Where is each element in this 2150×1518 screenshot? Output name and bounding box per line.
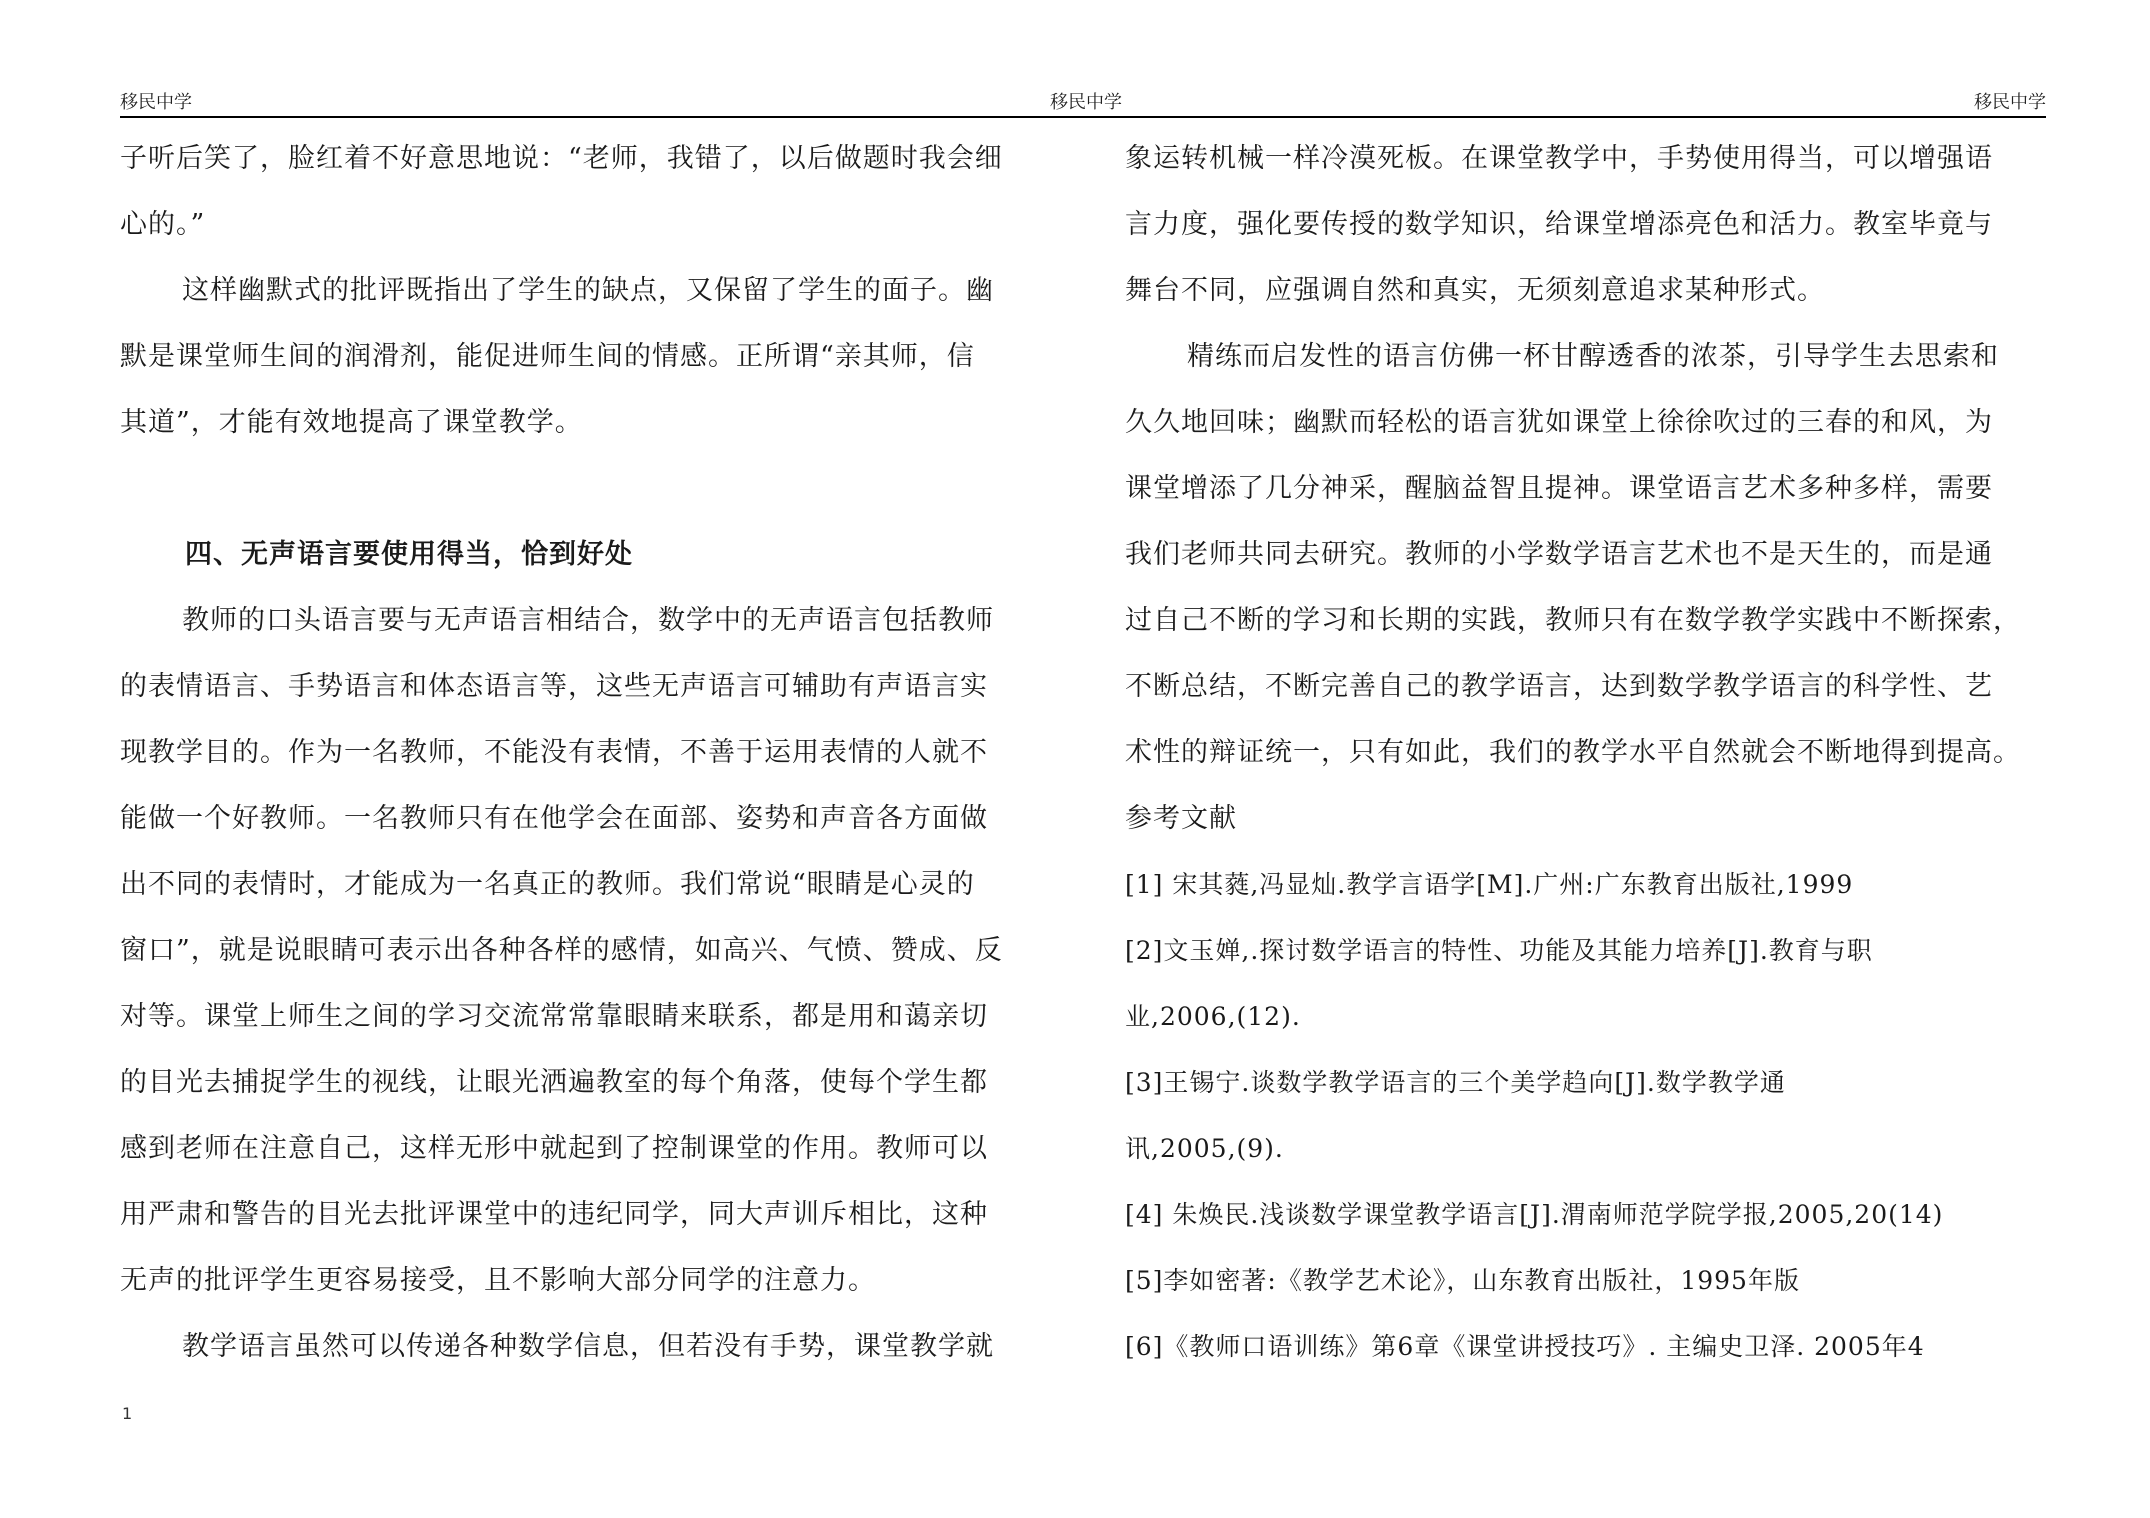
right-column	[1125, 126, 2067, 1380]
header-left-text: 移民中学	[120, 92, 192, 113]
paragraph-gap	[120, 456, 1040, 522]
text-line: 我们老师共同去研究。教师的小学数学语言艺术也不是天生的，而是通	[1125, 539, 1993, 570]
reference-item: [1] 宋其蕤,冯显灿.教学言语学[M].广州:广东教育出版社,1999	[1125, 870, 1854, 899]
text-line: 默是课堂师生间的润滑剂，能促进师生间的情感。正所谓“亲其师，信	[120, 341, 975, 372]
text-line: 教学语言虽然可以传递各种数学信息，但若没有手势，课堂教学就	[182, 1331, 994, 1362]
text-line: 出不同的表情时，才能成为一名真正的教师。我们常说“眼睛是心灵的	[120, 869, 975, 900]
text-line: 象运转机械一样冷漠死板。在课堂教学中，手势使用得当，可以增强语	[1125, 143, 1993, 174]
text-line: 的目光去捕捉学生的视线，让眼光洒遍教室的每个角落，使每个学生都	[120, 1067, 988, 1098]
text-line: 的表情语言、手势语言和体态语言等，这些无声语言可辅助有声语言实	[120, 671, 988, 702]
text-line: 精练而启发性的语言仿佛一杯甘醇透香的浓茶，引导学生去思索和	[1187, 341, 1999, 372]
references-title: 参考文献	[1125, 803, 1237, 834]
text-line: 舞台不同，应强调自然和真实，无须刻意追求某种形式。	[1125, 275, 1825, 306]
text-line: 久久地回味；幽默而轻松的语言犹如课堂上徐徐吹过的三春的和风，为	[1125, 407, 1993, 438]
reference-item: [2]文玉婵,.探讨数学语言的特性、功能及其能力培养[J].教育与职	[1125, 936, 1873, 965]
reference-item: [5]李如密著:《教学艺术论》，山东教育出版社，1995年版	[1125, 1266, 1800, 1295]
header-right-text: 移民中学	[1974, 92, 2046, 113]
reference-item: 业,2006,(12).	[1125, 1002, 1301, 1031]
text-line: 不断总结，不断完善自己的教学语言，达到数学教学语言的科学性、艺	[1125, 671, 1993, 702]
left-column	[120, 126, 1040, 1380]
text-line: 子听后笑了，脸红着不好意思地说：“老师，我错了，以后做题时我会细	[120, 143, 1003, 174]
text-line: 教师的口头语言要与无声语言相结合，数学中的无声语言包括教师	[182, 605, 994, 636]
section-heading: 四、无声语言要使用得当，恰到好处	[185, 539, 633, 570]
text-line: 能做一个好教师。一名教师只有在他学会在面部、姿势和声音各方面做	[120, 803, 988, 834]
text-line: 言力度，强化要传授的数学知识，给课堂增添亮色和活力。教室毕竟与	[1125, 209, 1993, 240]
text-line: 窗口”，就是说眼睛可表示出各种各样的感情，如高兴、气愤、赞成、反	[120, 935, 1003, 966]
text-line: 其道”，才能有效地提高了课堂教学。	[120, 407, 583, 438]
text-line: 用严肃和警告的目光去批评课堂中的违纪同学，同大声训斥相比，这种	[120, 1199, 988, 1230]
text-line: 对等。课堂上师生之间的学习交流常常靠眼睛来联系，都是用和蔼亲切	[120, 1001, 988, 1032]
reference-item: [6]《教师口语训练》第6章《课堂讲授技巧》. 主编史卫泽. 2005年4	[1125, 1332, 1925, 1361]
reference-item: 讯,2005,(9).	[1125, 1134, 1284, 1163]
text-line: 现教学目的。作为一名教师，不能没有表情，不善于运用表情的人就不	[120, 737, 988, 768]
header-center-text: 移民中学	[1050, 92, 1122, 113]
page-number: 1	[122, 1404, 133, 1423]
text-line: 心的。”	[120, 209, 206, 240]
text-line: 这样幽默式的批评既指出了学生的缺点，又保留了学生的面子。幽	[182, 275, 994, 306]
page-header	[120, 88, 2046, 118]
reference-item: [4] 朱焕民.浅谈数学课堂教学语言[J].渭南师范学院学报,2005,20(14)	[1125, 1200, 1944, 1229]
text-line: 过自己不断的学习和长期的实践，教师只有在数学教学实践中不断探索，	[1125, 605, 2021, 636]
text-line: 术性的辩证统一，只有如此，我们的教学水平自然就会不断地得到提高。	[1125, 737, 2021, 768]
text-line: 无声的批评学生更容易接受，且不影响大部分同学的注意力。	[120, 1265, 876, 1296]
text-line: 感到老师在注意自己，这样无形中就起到了控制课堂的作用。教师可以	[120, 1133, 988, 1164]
reference-item: [3]王锡宁.谈数学教学语言的三个美学趋向[J].数学教学通	[1125, 1068, 1786, 1097]
text-line: 课堂增添了几分神采，醒脑益智且提神。课堂语言艺术多种多样，需要	[1125, 473, 1993, 504]
